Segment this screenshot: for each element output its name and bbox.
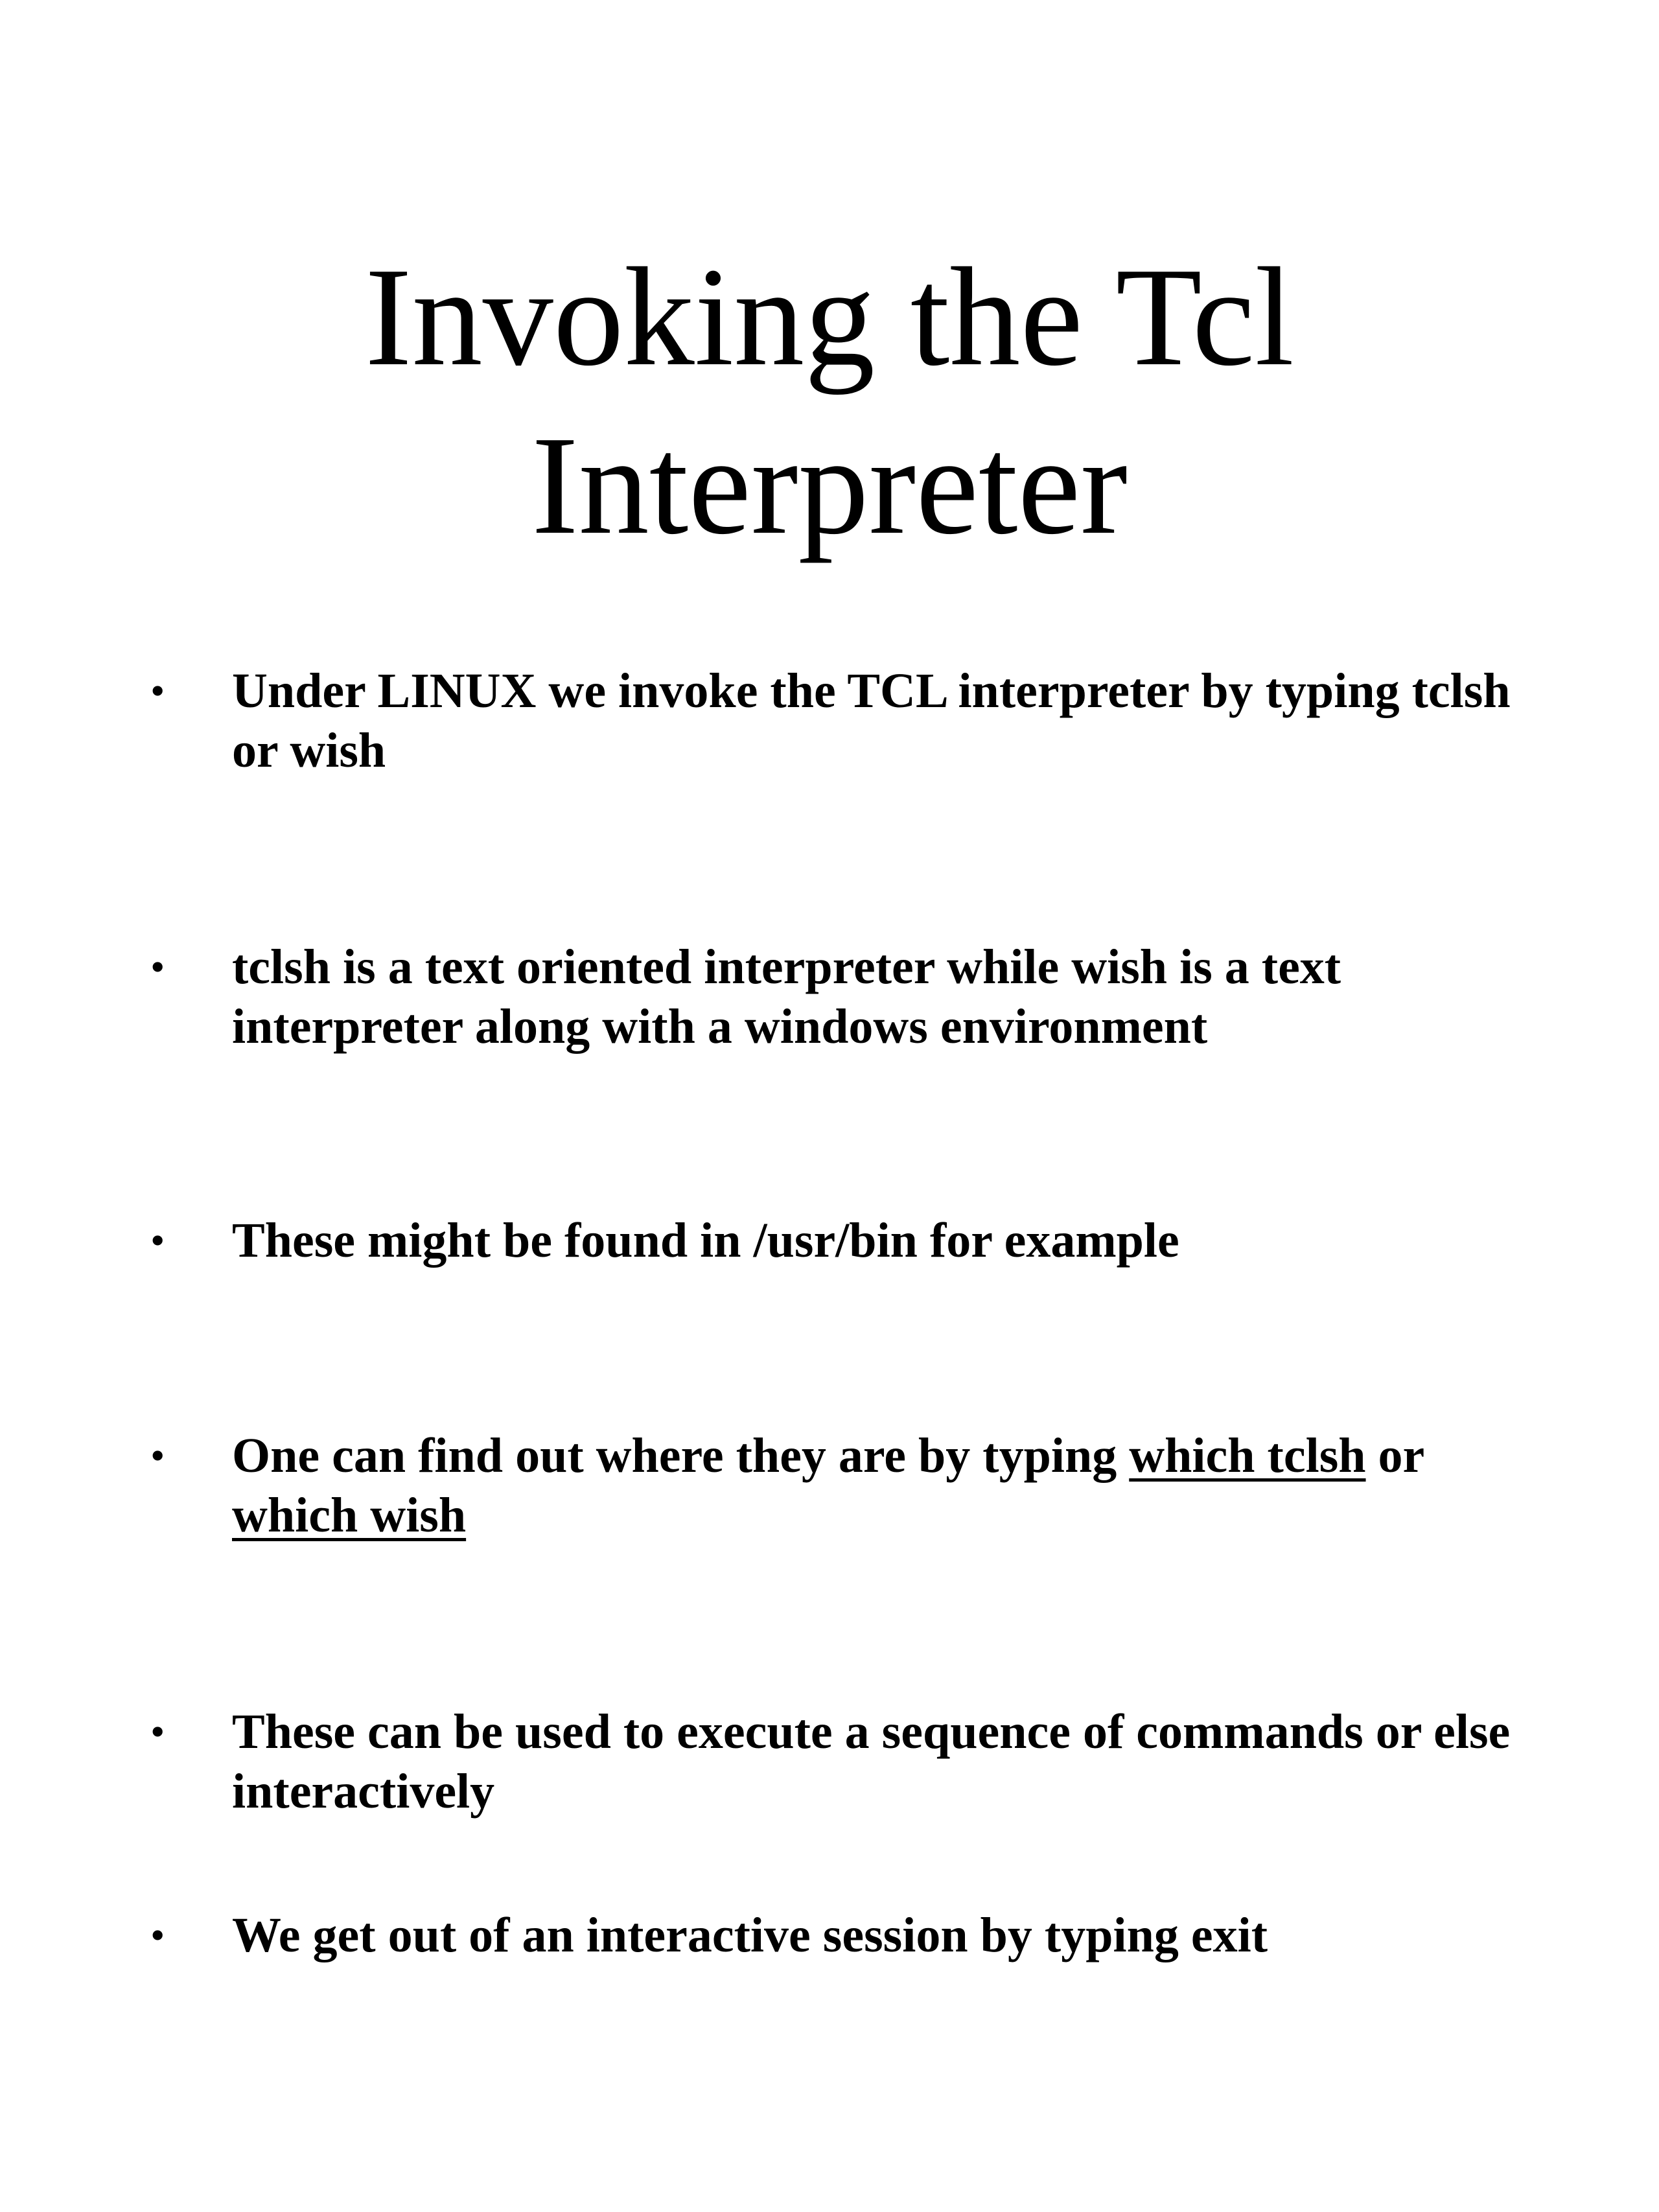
bullet-2-line-2: interpreter along with a windows environment bbox=[232, 999, 1208, 1054]
bullet-1-line-2: or wish bbox=[232, 723, 386, 778]
bullet-text-6 bbox=[232, 1905, 1567, 1965]
bullet-dot-icon: • bbox=[150, 1432, 165, 1478]
bullet-text-1 bbox=[232, 661, 1567, 780]
bullet-4-line-1 bbox=[232, 1426, 1567, 1485]
bullet-dot-icon: • bbox=[150, 1912, 165, 1958]
bullet-2-line-1: tclsh is a text oriented interpreter while wish is a text bbox=[232, 940, 1341, 994]
command-which-tclsh: which tclsh bbox=[1129, 1428, 1366, 1483]
slide-title-line-1: Invoking the Tcl bbox=[365, 239, 1294, 395]
bullet-dot-icon: • bbox=[150, 1708, 165, 1754]
bullet-dot-icon: • bbox=[150, 668, 165, 714]
bullet-3-line-1: These might be found in /usr/bin for example bbox=[232, 1213, 1179, 1268]
bullet-text-3 bbox=[232, 1211, 1567, 1270]
bullet-5-line-1: These can be used to execute a sequence of commands or else bbox=[232, 1705, 1511, 1759]
slide-title-line-2: Interpreter bbox=[531, 408, 1128, 564]
bullet-text-5 bbox=[232, 1702, 1567, 1821]
bullet-4-suffix: or bbox=[1365, 1428, 1425, 1483]
bullet-4-prefix: One can find out where they are by typing bbox=[232, 1428, 1130, 1483]
bullet-6-line-1: We get out of an interactive session by typing exit bbox=[232, 1908, 1268, 1962]
bullet-text-4 bbox=[232, 1426, 1567, 1545]
bullet-1-line-1: Under LINUX we invoke the TCL interpreter by typing tclsh bbox=[232, 664, 1511, 718]
bullet-dot-icon: • bbox=[150, 1217, 165, 1263]
bullet-text-2 bbox=[232, 937, 1567, 1056]
slide-title bbox=[0, 233, 1659, 570]
bullet-5-line-2: interactively bbox=[232, 1764, 495, 1819]
bullet-dot-icon: • bbox=[150, 944, 165, 990]
command-which-wish: which wish bbox=[232, 1488, 467, 1543]
bullet-4-line-2 bbox=[232, 1485, 1567, 1545]
